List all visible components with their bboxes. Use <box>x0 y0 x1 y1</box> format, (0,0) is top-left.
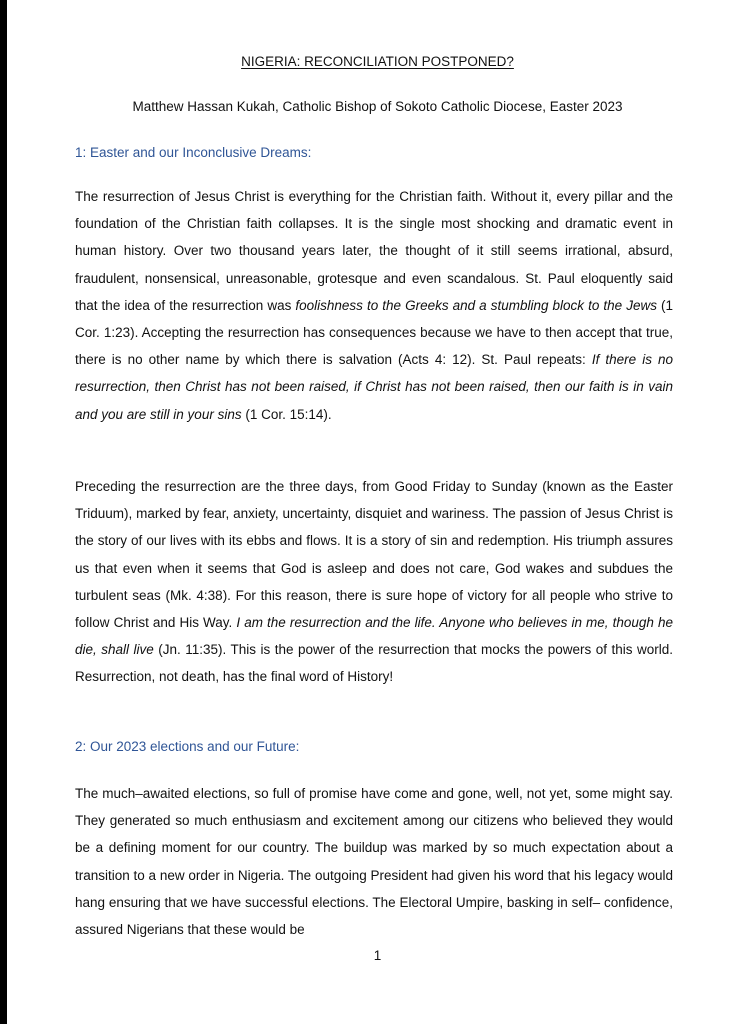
paragraph-text: The resurrection of Jesus Christ is everything for the Christian faith. Without it, every pillar and the foundation of the Christian faith collapses. It is the single most shocking and dramatic event in human history. Over two thousand years later, the thought of it still seems irrational, absurd, fraudulent, nonsensical, unreasonable, grotesque and even scandalous. St. Paul eloquently said that the idea of the resurrection was <box>75 189 673 313</box>
italic-quote: foolishness to the Greeks and a stumbling block to the Jews <box>295 297 657 313</box>
author-line: Matthew Hassan Kukah, Catholic Bishop of Sokoto Catholic Diocese, Easter 2023 <box>132 99 623 114</box>
document-title: NIGERIA: RECONCILIATION POSTPONED? <box>241 54 514 69</box>
section-1-paragraph-1 <box>75 183 673 428</box>
section-2-paragraph-1 <box>75 780 673 943</box>
page-number: 1 <box>373 948 382 963</box>
italic-quote: I am the resurrection and the life. Anyone who believes in me, though he die, shall live <box>75 615 673 658</box>
paragraph-text: (1 Cor. 15:14). <box>241 406 332 422</box>
paragraph-text: The much–awaited elections, so full of promise have come and gone, well, not yet, some might say. They generated so much enthusiasm and excitement among our citizens who believed they would be a defining moment for our country. The buildup was marked by so much expectation about a transition to a new order in Nigeria. The outgoing President had given his word that his legacy would hang ensuring that we have successful elections. The Electoral Umpire, basking in self– confidence, assured Nigerians that these would be <box>75 786 673 938</box>
italic-quote: If there is no resurrection, then Christ has not been raised, if Christ has not been raised, then our faith is in vain and you are still in your sins <box>75 352 673 422</box>
paragraph-text: Preceding the resurrection are the three days, from Good Friday to Sunday (known as the Easter Triduum), marked by fear, anxiety, uncertainty, disquiet and wariness. The passion of Jesus Christ is the story of our lives with its ebbs and flows. It is a story of sin and redemption. His triumph assures us that even when it seems that God is asleep and does not care, God wakes and subdues the turbulent seas (Mk. 4:38). For this reason, there is sure hope of victory for all people who strive to follow Christ and His Way. <box>75 479 673 631</box>
document-page <box>7 0 748 1024</box>
paragraph-text: (Jn. 11:35). This is the power of the resurrection that mocks the powers of this world. Resurrection, not death, has the final word of History! <box>75 642 673 685</box>
paragraph-text: (1 Cor. 1:23). Accepting the resurrection has consequences because we have to then accept that true, there is no other name by which there is salvation (Acts 4: 12). St. Paul repeats: <box>75 297 673 368</box>
section-1-heading: 1: Easter and our Inconclusive Dreams: <box>75 145 312 160</box>
section-2-heading: 2: Our 2023 elections and our Future: <box>75 739 300 754</box>
section-1-paragraph-2 <box>75 473 673 691</box>
